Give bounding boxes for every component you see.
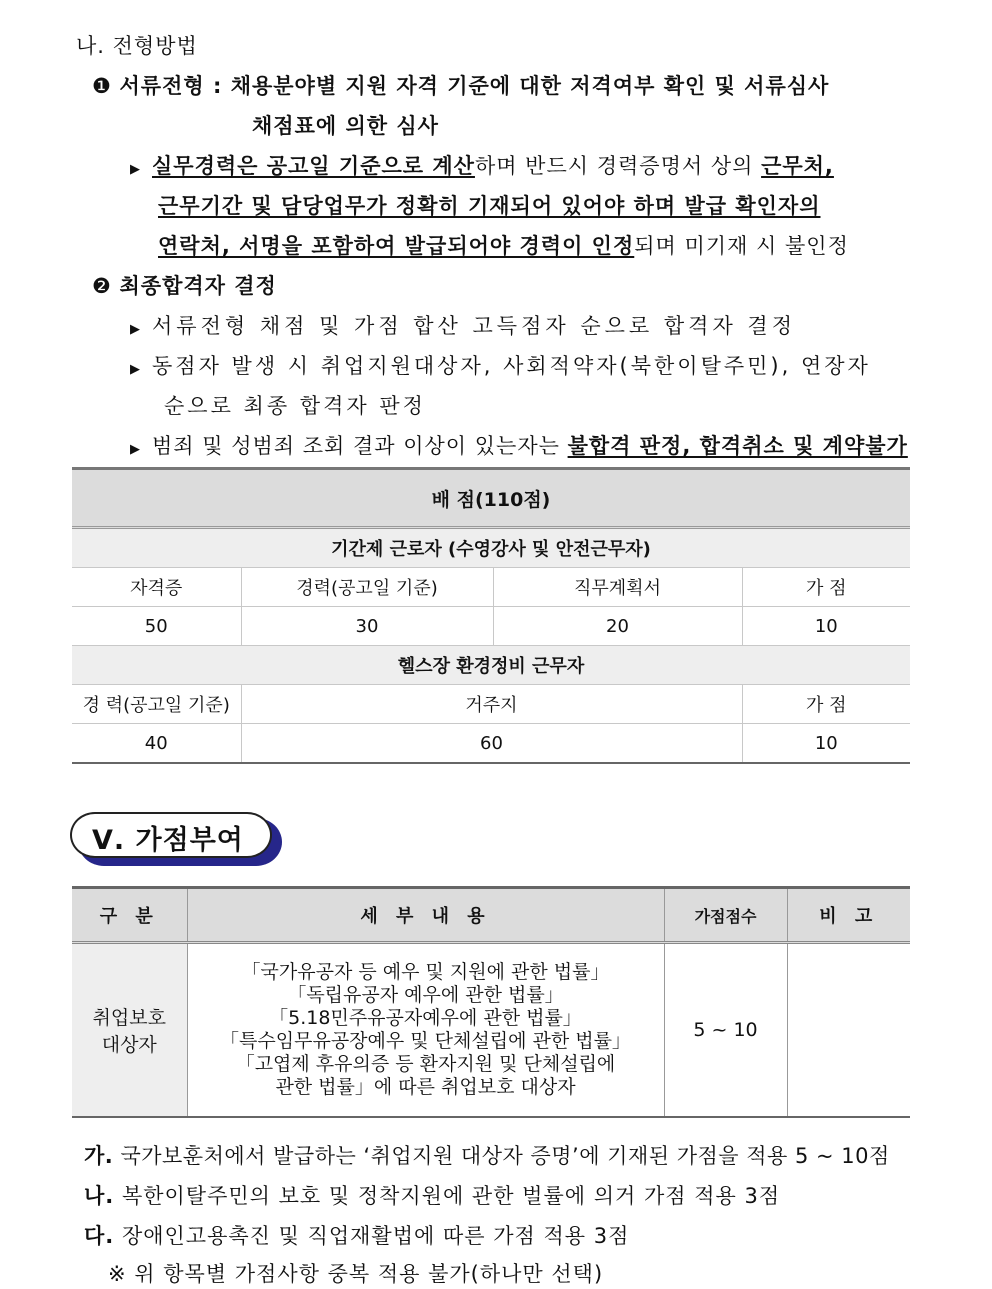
note-cell <box>787 943 910 1118</box>
note-underlined: 불합격 판정, 합격취소 및 계약불가 <box>567 434 908 458</box>
footnote-remark: ※ 위 항목별 가점사항 중복 적용 불가(하나만 선택) <box>108 1262 604 1286</box>
category-line: 대상자 <box>101 1034 157 1056</box>
footnote-na <box>84 1180 780 1210</box>
note-text: 동점자 발생 시 취업지원대상자, 사회적약자(북한이탈주민), 연장자 <box>152 354 871 378</box>
law-line: 「특수임무유공장예우 및 단체설립에 관한 법률」 <box>220 1030 631 1052</box>
note-plain: 되며 미기재 시 불인정 <box>634 234 849 258</box>
item2-note3 <box>130 430 908 460</box>
note-underlined: 실무경력은 공고일 기준으로 계산 <box>152 154 475 178</box>
score-cell: 60 <box>241 724 742 764</box>
triangle-right-icon: ▶ <box>130 442 141 457</box>
item1-note-line2: 근무기간 및 담당업무가 정확히 기재되어 있어야 하며 발급 확인자의 <box>158 194 821 218</box>
column-header: 경 력(공고일 기준) <box>72 685 241 724</box>
score-cell: 10 <box>742 607 910 646</box>
item2-label: 최종합격자 결정 <box>119 274 277 298</box>
column-header: 가 점 <box>742 685 910 724</box>
bonus-table <box>72 886 910 1118</box>
column-header: 가점점수 <box>664 888 787 943</box>
column-header: 구 분 <box>72 888 187 943</box>
section-title: 나. 전형방법 <box>76 34 198 58</box>
note-plain: 하며 반드시 경력증명서 상의 <box>474 154 762 178</box>
item1-note-line3 <box>158 230 849 260</box>
triangle-right-icon: ▶ <box>130 322 144 337</box>
item1-text: : 채용분야별 지원 자격 기준에 대한 저격여부 확인 및 서류심사 <box>204 74 830 98</box>
category-cell <box>72 943 187 1118</box>
footnote-ga <box>84 1140 890 1170</box>
number-marker-1: ❶ <box>92 74 112 98</box>
column-header: 직무계획서 <box>493 568 742 607</box>
note-underlined: 근무처, <box>761 154 834 178</box>
footnote-marker: 가. <box>84 1144 114 1168</box>
note-underlined: 연락처, 서명을 포함하여 발급되어야 경력이 인정 <box>158 234 635 258</box>
law-line: 「독립유공자 예우에 관한 법률」 <box>287 984 564 1006</box>
group-header: 기간제 근로자 (수영강사 및 안전근무자) <box>72 528 910 568</box>
note-text: 범죄 및 성범죄 조회 결과 이상이 있는자는 <box>152 434 568 458</box>
column-header: 거주지 <box>241 685 742 724</box>
column-header: 비 고 <box>787 888 910 943</box>
law-line: 「5.18민주유공자예우에 관한 법률」 <box>269 1007 582 1029</box>
score-table <box>72 467 910 764</box>
footnote-da <box>84 1220 629 1250</box>
details-cell <box>187 943 664 1118</box>
column-header: 세 부 내 용 <box>187 888 664 943</box>
item1-line2: 채점표에 의한 심사 <box>252 114 439 138</box>
column-header: 자격증 <box>72 568 241 607</box>
item2-line <box>92 270 277 300</box>
score-table-title: 배 점(110점) <box>72 469 910 528</box>
law-line: 「고엽제 후유의증 등 환자지원 및 단체설립에 <box>235 1053 616 1075</box>
footnote-text: 복한이탈주민의 보호 및 정착지원에 관한 벌률에 의거 가점 적용 3점 <box>114 1184 781 1208</box>
item1-label: 서류전형 <box>119 74 205 98</box>
section-v-badge <box>70 812 276 862</box>
score-cell: 40 <box>72 724 241 764</box>
score-cell: 20 <box>493 607 742 646</box>
item1-note-line1 <box>130 150 834 180</box>
footnote-marker: 다. <box>84 1224 115 1248</box>
section-v-title: Ⅴ. 가점부여 <box>92 825 244 856</box>
law-line: 「국가유공자 등 예우 및 지원에 관한 법률」 <box>241 961 610 983</box>
item2-note2 <box>130 350 871 380</box>
score-cell: 10 <box>742 724 910 764</box>
footnote-text: 국가보훈처에서 발급하는 ‘취업지원 대상자 증명’에 기재된 가점을 적용 5 ~ 10점 <box>113 1144 890 1168</box>
law-line: 관한 법률」에 따른 취업보호 대상자 <box>275 1076 576 1098</box>
footnote-text: 장애인고용촉진 및 직업재활법에 따른 가점 적용 3점 <box>114 1224 630 1248</box>
triangle-right-icon: ▶ <box>130 362 143 377</box>
note-text: 서류전형 채점 및 가점 합산 고득점자 순으로 합격자 결정 <box>152 314 796 338</box>
item2-note1 <box>130 310 796 340</box>
group-header: 헬스장 환경정비 근무자 <box>72 646 910 685</box>
points-cell: 5 ~ 10 <box>664 943 787 1118</box>
footnote-marker: 나. <box>84 1184 115 1208</box>
item2-note2-cont: 순으로 최종 합격자 판정 <box>164 394 426 418</box>
item1-line1 <box>92 70 829 100</box>
column-header: 경력(공고일 기준) <box>241 568 493 607</box>
column-header: 가 점 <box>742 568 910 607</box>
number-marker-2: ❷ <box>92 274 112 298</box>
score-cell: 30 <box>241 607 493 646</box>
triangle-right-icon: ▶ <box>130 162 141 177</box>
score-cell: 50 <box>72 607 241 646</box>
category-line: 취업보호 <box>92 1007 166 1029</box>
